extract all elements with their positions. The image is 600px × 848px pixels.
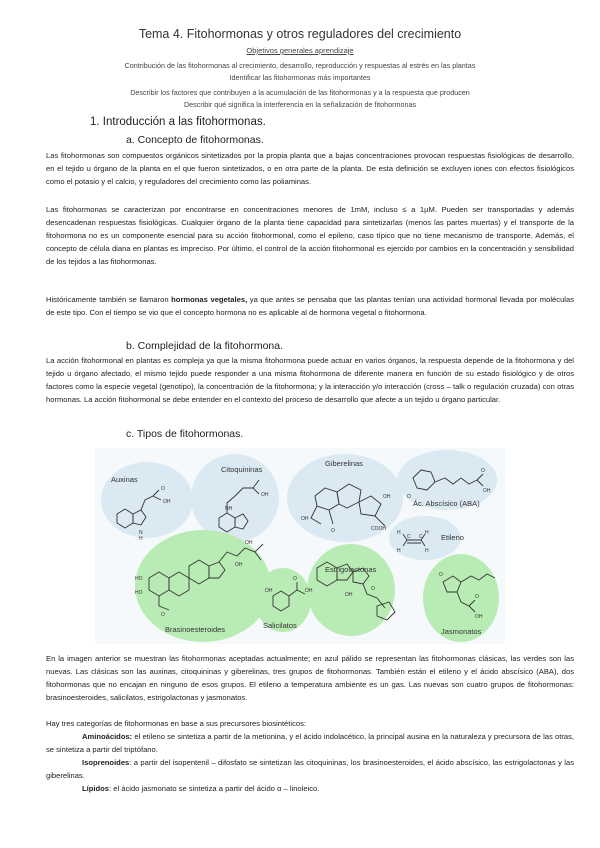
label-brasinoesteroides: Brasinoesteroides	[165, 625, 226, 634]
svg-text:HO: HO	[135, 576, 143, 582]
svg-text:OH: OH	[265, 588, 273, 594]
label-auxinas: Auxinas	[111, 475, 138, 484]
subsection-heading-complejidad: b. Complejidad de la fitohormona.	[126, 340, 284, 352]
svg-text:H: H	[139, 536, 143, 542]
objectives-heading: Objetivos generales aprendizaje	[246, 46, 354, 55]
svg-text:H: H	[397, 530, 401, 536]
svg-text:OH: OH	[483, 488, 491, 494]
label-estrigolactonas: Estrigolactonas	[325, 565, 377, 574]
objective-item: Describir los factores que contribuyen a la acumulación de las fitohormonas y a la respuesta que producen	[130, 88, 470, 97]
svg-text:HO: HO	[135, 590, 143, 596]
label-jasmonatos: Jasmonatos	[441, 627, 482, 636]
svg-text:O: O	[293, 576, 297, 582]
objective-item: Describir qué significa la interferencia en la señalización de fitohormonas	[183, 100, 417, 109]
bubble-auxinas	[101, 462, 193, 538]
page-title: Tema 4. Fitohormonas y otros reguladores del crecimiento	[138, 27, 462, 41]
label-citoquininas: Citoquininas	[221, 465, 263, 474]
svg-text:H: H	[425, 548, 429, 554]
label-etileno: Etileno	[441, 533, 464, 542]
category-aminoacidos: Aminoácidos: el etileno se sintetiza a partir de la metionina, y el ácido indolacético, la principal ausina en la naturaleza y precursora de las otras, se sintetiza a partir del triptófano.	[46, 732, 574, 754]
paragraph-complejidad: La acción fitohormonal en plantas es compleja ya que la misma fitohormona puede actuar en varios órganos, la respuesta depende de la fitohormona y del tejido u órgano afectado, el mismo tejido puede responder a una misma fitohormona de diferente manera en función de su estado fisiológico y de otros factores como la especie vegetal (genotipo), la concentración de la fitohormona; y la interacción y/o interacción (cross – talk o regulación cruzada) con otras hormonas. La acción fitohormonal se debe entender en el contexto del proceso de desarrollo que afecte a un tejido u órgano particular.	[46, 356, 574, 404]
label-aba: Ác. Abscísico (ABA)	[413, 499, 480, 508]
svg-text:COOH: COOH	[371, 526, 386, 532]
svg-text:O: O	[371, 586, 375, 592]
svg-text:O: O	[475, 594, 479, 600]
svg-text:O: O	[331, 528, 335, 534]
paragraph-tipos-2: Hay tres categorías de fitohormonas en base a sus precursores biosintéticos:	[46, 719, 307, 728]
label-salicilatos: Salicilatos	[263, 621, 297, 630]
paragraph-tipos-1: En la imagen anterior se muestran las fitohormonas aceptadas actualmente; en azul pálido se representan las fitohormonas clásicas, las verdes son las nuevas. Las clásicas son las auxinas, citoquininas y giberelinas, tres grupos de fitohormonas. También están el etileno y el ácido abscísico (ABA), dos fitohormonas que no encajan en ninguno de esos grupos. El etileno a temperatura ambiente es un gas. Las nuevas son cuatro grupos de fitohormonas: brasinoesteroides, salicilatos, estrigolactonas y jasmonatos.	[46, 654, 574, 702]
svg-text:OH: OH	[261, 492, 269, 498]
svg-text:O: O	[407, 494, 411, 500]
svg-text:OH: OH	[345, 592, 353, 598]
svg-text:C: C	[407, 534, 411, 540]
section-heading-intro: 1. Introducción a las fitohormonas.	[90, 116, 266, 128]
svg-text:OH: OH	[163, 499, 171, 505]
category-isoprenoides: Isoprenoides: a partir del isopentenil – difosfato se sintetizan las citoquininas, los brasinoesteroides, el ácido abscísico, las estrigolactonas y las giberelinas.	[46, 758, 574, 780]
svg-text:OH: OH	[235, 562, 243, 568]
subsection-heading-tipos: c. Tipos de fitohormonas.	[126, 428, 244, 440]
label-giberelinas: Giberelinas	[325, 459, 363, 468]
subsection-heading-concepto: a. Concepto de fitohormonas.	[126, 134, 264, 146]
svg-text:O: O	[161, 612, 165, 618]
objective-item: Contribución de las fitohormonas al crecimiento, desarrollo, reproducción y respuestas al estrés en las plantas	[124, 61, 476, 70]
svg-text:N: N	[139, 530, 143, 536]
paragraph-concepto-2: Las fitohormonas se caracterizan por encontrarse en concentraciones menores de 1mM, incluso ≤ a 1µM. Pueden ser transportadas y además desencadenan respuestas fisiológicas. Cualquier órgano de la planta tiene capacidad para sintetizarlas (menos las partes muertas) y el transporte de la fitohormona no es un componente esencial para su acción fitohormonal, como el epileno, caso típico que no tiene mecanismo de transporte. Además, el concepto de célula diana en plantas es impreciso. Por último, el control de la acción fitohormonal es ejercido por cambios en la concentración y sensibilidad de los tejidos a las fitohormonas.	[46, 205, 574, 266]
svg-text:OH: OH	[305, 588, 313, 594]
svg-text:OH: OH	[301, 516, 309, 522]
category-lipidos: Lípidos: el ácido jasmonato se sintetiza a partir del ácido α – linoleico.	[82, 784, 320, 793]
svg-text:NH: NH	[225, 506, 233, 512]
svg-text:O: O	[481, 468, 485, 474]
paragraph-concepto-3: Históricamente también se llamaron hormonas vegetales, ya que antes se pensaba que las plantas tenían una actividad hormonal llevada por moléculas de este tipo. Con el tiempo se vio que el concepto hormona no es aplicable al de hormona vegetal o fitohormona.	[46, 295, 574, 317]
svg-text:OH: OH	[383, 494, 391, 500]
svg-text:H: H	[425, 530, 429, 536]
paragraph-concepto-1: Las fitohormonas son compuestos orgánicos sintetizados por la propia planta que a bajas concentraciones provocan respuestas fisiológicas de desarrollo, en el tejido u órgano de la planta en el que fueron sintetizados, o en otra parte de la planta. De esta definición se excluyen iones con efectos fisiológicos como el potasio y el calcio, y reguladores del crecimiento como las poliaminas.	[46, 151, 574, 186]
svg-text:O: O	[439, 572, 443, 578]
bubble-estrigolactonas	[307, 544, 395, 636]
phytohormones-figure	[95, 448, 505, 644]
svg-text:H: H	[397, 548, 401, 554]
svg-text:OH: OH	[245, 540, 253, 546]
svg-text:O: O	[161, 486, 165, 492]
svg-text:C: C	[419, 534, 423, 540]
objective-item: Identificar las fitohormonas más importantes	[229, 73, 371, 82]
svg-text:OH: OH	[475, 614, 483, 620]
